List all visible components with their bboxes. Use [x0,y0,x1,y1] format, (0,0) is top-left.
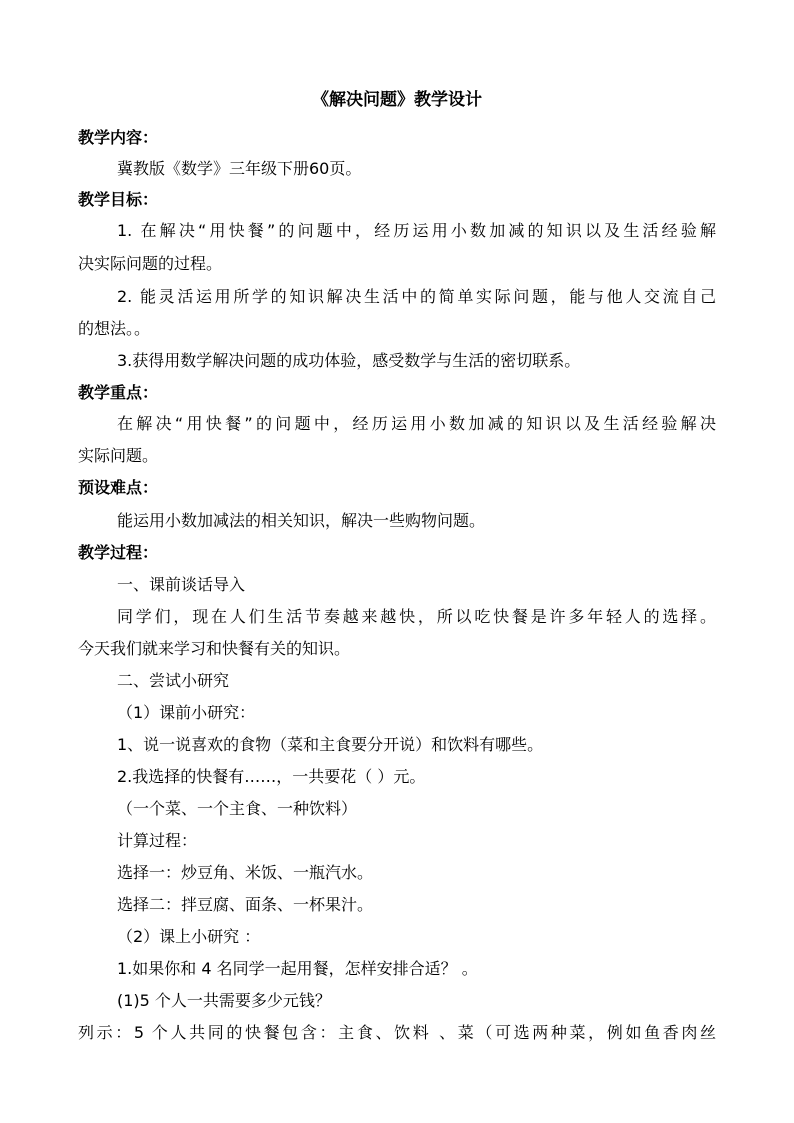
paragraph-line: (1)5 个人一共需要多少元钱？ [117,991,331,1010]
paragraph-line: 列示：5 个人共同的快餐包含：主食、饮料 、菜（可选两种菜，例如鱼香肉丝 [78,1023,716,1042]
paragraph-line: 冀教版《数学》三年级下册60页。 [117,159,362,178]
paragraph-line: 能运用小数加减法的相关知识，解决一些购物问题。 [117,511,486,530]
heading-teaching-process: 教学过程： [78,543,159,562]
paragraph-line: （一个菜、一个主食、一种饮料） [117,799,358,818]
paragraph-line: 选择一：炒豆角、米饭、一瓶汽水。 [117,863,374,882]
paragraph-line: 3.获得用数学解决问题的成功体验，感受数学与生活的密切联系。 [117,351,581,370]
paragraph-line: 1.如果你和 4 名同学一起用餐，怎样安排合适？ 。 [117,959,478,978]
heading-teaching-content: 教学内容： [78,128,159,147]
heading-teaching-objectives: 教学目标： [78,190,159,209]
paragraph-line: 选择二：拌豆腐、面条、一杯果汁。 [117,895,374,914]
section-heading: 一、课前谈话导入 [117,575,246,594]
paragraph-line: 1. 在解决“用快餐”的问题中，经历运用小数加减的知识以及生活经验解 [117,221,716,240]
paragraph-line: 实际问题。 [78,446,159,465]
paragraph-line: 2.我选择的快餐有……，一共要花（ ）元。 [117,767,426,786]
paragraph-line: 的想法。。 [78,319,151,338]
paragraph-line: 1、说一说喜欢的食物（菜和主食要分开说）和饮料有哪些。 [117,735,544,754]
paragraph-line: 计算过程： [117,831,198,850]
paragraph-line: 今天我们就来学习和快餐有关的知识。 [78,639,351,658]
paragraph-line: 在解决“用快餐”的问题中，经历运用小数加减的知识以及生活经验解决 [117,414,716,433]
heading-difficulties: 预设难点： [78,478,159,497]
section-heading: 二、尝试小研究 [117,671,230,690]
document-title: 《解决问题》教学设计 [312,90,482,110]
subsection-heading: （1）课前小研究： [117,703,256,722]
heading-key-points: 教学重点： [78,383,159,402]
paragraph-line: 同学们，现在人们生活节奏越来越快，所以吃快餐是许多年轻人的选择。 [117,607,716,626]
subsection-heading: （2）课上小研究 ： [117,927,261,946]
paragraph-line: 2. 能灵活运用所学的知识解决生活中的简单实际问题，能与他人交流自己 [117,287,716,306]
paragraph-line: 决实际问题的过程。 [78,254,223,273]
